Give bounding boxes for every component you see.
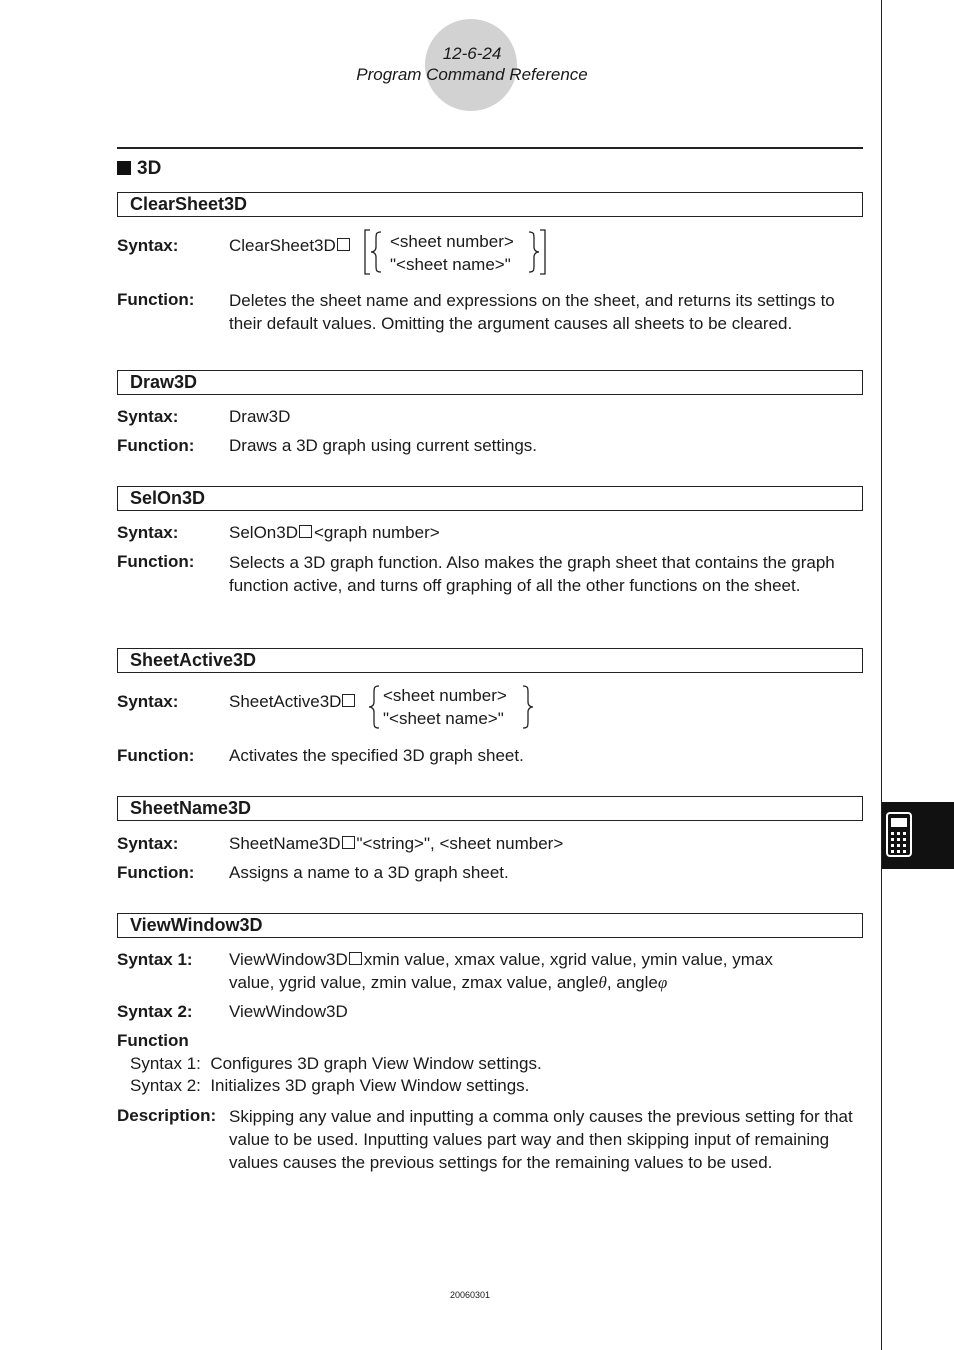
syntax1-line2 <box>229 973 667 993</box>
function-text: Activates the specified 3D graph sheet. <box>229 746 524 765</box>
syntax-label: Syntax: <box>117 236 179 255</box>
syntax-command <box>229 692 357 712</box>
syntax-label: Syntax: <box>117 407 179 426</box>
syntax-label: Syntax: <box>117 692 179 711</box>
syntax-command <box>229 236 352 256</box>
command-header-draw3d <box>117 370 863 395</box>
function-label: Function: <box>117 863 195 882</box>
command-header-selon3d <box>117 486 863 511</box>
command-name: SelOn3D <box>130 488 206 508</box>
syntax-command-text: ClearSheet3D <box>229 236 336 255</box>
command-header-clearsheet3d <box>117 192 863 217</box>
space-symbol-icon <box>342 836 355 849</box>
chapter-title: Program Command Reference <box>356 65 588 84</box>
top-rule <box>117 147 863 149</box>
function-sub1 <box>130 1054 542 1074</box>
function-sub2-text: Initializes 3D graph View Window settings. <box>210 1076 530 1095</box>
syntax-arguments-cont: value, ygrid value, zmin value, zmax value, angle <box>229 973 599 992</box>
function-text: Deletes the sheet name and expressions on the sheet, and returns its settings to their default values. Omitting the argument causes all sheets to be cleared. <box>229 291 835 333</box>
command-name: SheetActive3D <box>130 650 257 670</box>
phi-symbol: φ <box>657 973 668 992</box>
function-text: Assigns a name to a 3D graph sheet. <box>229 863 509 882</box>
command-name: ClearSheet3D <box>130 194 248 214</box>
syntax-text: Draw3D <box>229 407 291 426</box>
syntax2-label: Syntax 2: <box>117 1002 193 1021</box>
syntax-command-text: ViewWindow3D <box>229 950 348 969</box>
syntax-command-text: SheetActive3D <box>229 692 342 711</box>
space-symbol-icon <box>299 525 312 538</box>
page-number: 12-6-24 <box>442 44 502 63</box>
footer-code: 20060301 <box>449 1290 491 1300</box>
function-text: Draws a 3D graph using current settings. <box>229 436 538 455</box>
syntax-line <box>229 523 440 543</box>
syntax-command-text: SelOn3D <box>229 523 298 542</box>
argument-sheet-number: <sheet number> <box>383 686 507 705</box>
page-edge-rule <box>881 0 882 1350</box>
syntax-label: Syntax: <box>117 523 179 542</box>
syntax-label: Syntax: <box>117 834 179 853</box>
theta-symbol: θ <box>598 973 607 992</box>
square-bullet-icon <box>117 161 131 175</box>
command-name: Draw3D <box>130 372 198 392</box>
description-label: Description: <box>117 1106 217 1125</box>
section-title: 3D <box>137 158 162 179</box>
section-heading <box>117 158 161 180</box>
command-header-sheetactive3d <box>117 648 863 673</box>
syntax-arguments: xmin value, xmax value, xgrid value, ymin value, ymax <box>363 950 773 969</box>
calculator-icon <box>886 812 916 858</box>
command-name: SheetName3D <box>130 798 252 818</box>
function-sub2 <box>130 1076 529 1096</box>
function-label: Function: <box>117 552 195 571</box>
description-text: Skipping any value and inputting a comma only causes the previous setting for that value to be used. Inputting values part way and then skipping input of remaining values causes the previous settings for the remaining values to be used. <box>229 1107 853 1172</box>
syntax2-text: ViewWindow3D <box>229 1002 348 1021</box>
syntax-argument: "<string>", <sheet number> <box>356 834 564 853</box>
function-sub1-label: Syntax 1: <box>130 1054 201 1073</box>
command-name: ViewWindow3D <box>130 915 263 935</box>
syntax-line <box>229 834 563 854</box>
function-sub1-text: Configures 3D graph View Window settings. <box>210 1054 542 1073</box>
syntax1-line1 <box>229 950 773 970</box>
space-symbol-icon <box>342 694 355 707</box>
function-label: Function: <box>117 436 195 455</box>
argument-sheet-name: "<sheet name>" <box>390 255 511 274</box>
function-label: Function: <box>117 746 195 765</box>
command-header-viewwindow3d <box>117 913 863 938</box>
syntax-arguments-end: , angle <box>606 973 658 992</box>
syntax1-label: Syntax 1: <box>117 950 193 969</box>
function-text: Selects a 3D graph function. Also makes the graph sheet that contains the graph function active, and turns off graphing of all the other functions on the sheet. <box>229 553 835 595</box>
space-symbol-icon <box>349 952 362 965</box>
function-label: Function: <box>117 290 195 309</box>
syntax-argument: <graph number> <box>313 523 440 542</box>
command-header-sheetname3d <box>117 796 863 821</box>
argument-sheet-number: <sheet number> <box>390 232 514 251</box>
side-tab <box>882 802 954 869</box>
space-symbol-icon <box>337 238 350 251</box>
syntax-command-text: SheetName3D <box>229 834 341 853</box>
function-sub2-label: Syntax 2: <box>130 1076 201 1095</box>
argument-sheet-name: "<sheet name>" <box>383 709 504 728</box>
function-label: Function <box>117 1031 189 1050</box>
